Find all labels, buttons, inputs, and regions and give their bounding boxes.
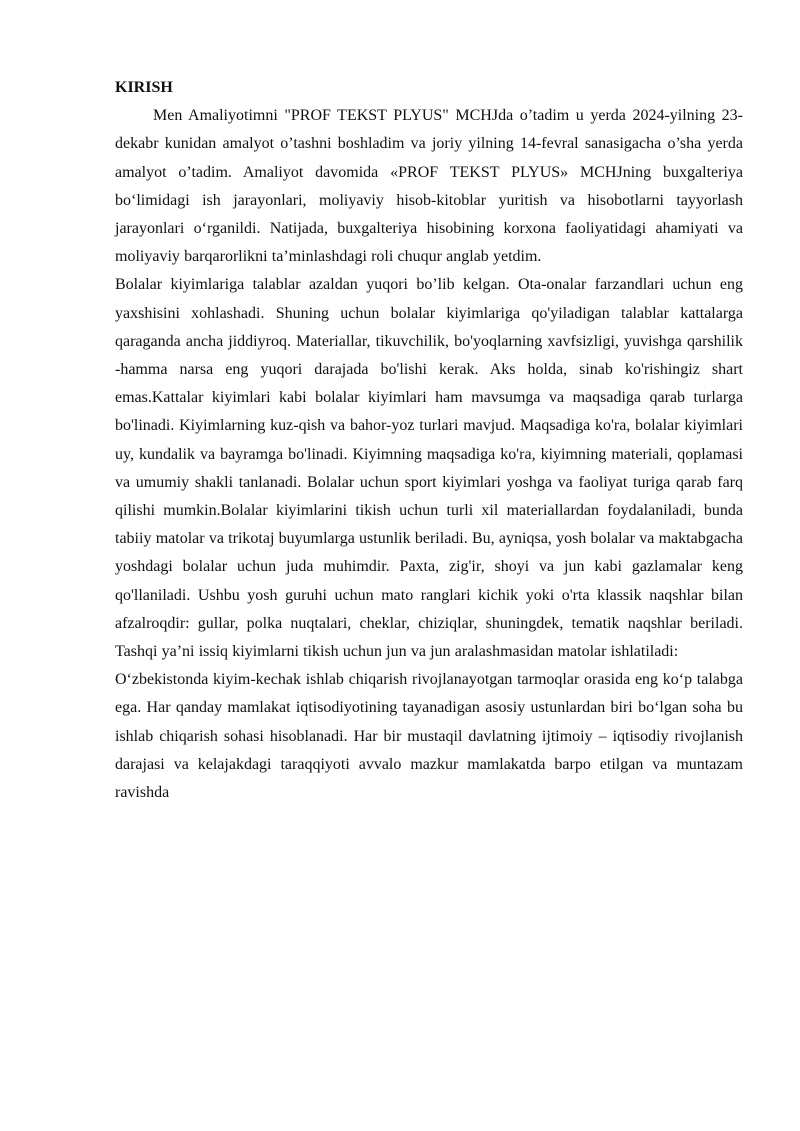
paragraph-internship: Men Amaliyotimni "PROF TEKST PLYUS" MCHJda o’tadim u yerda 2024-yilning 23-dekabr kunidan amalyot o’tashni boshladim va joriy yilning 14-fevral sanasigacha o’sha yerda amalyot o’tadim. Amaliyot davomida «PROF TEKST PLYUS» MCHJning buxgalteriya bo‘limidagi ish jarayonlari, moliyaviy hisob-kitoblar yuritish va hisobotlarni tayyorlash jarayonlari o‘rganildi. Natijada, buxgalteriya hisobining korxona faoliyatidagi ahamiyati va moliyaviy barqarorlikni ta’minlashdagi roli chuqur anglab yetdim.: [115, 107, 743, 266]
document-page: [115, 72, 743, 807]
paragraph-children-clothing: Bolalar kiyimlariga talablar azaldan yuqori bo’lib kelgan. Ota-onalar farzandlari uchun eng yaxshisini xohlashadi. Shuning uchun bolalar kiyimlariga qo'yiladigan talablar kattalarga qaraganda ancha jiddiyroq. Materiallar, tikuvchilik, bo'yoqlarning xavfsizligi, yuvishga qarshilik -hamma narsa eng yuqori darajada bo'lishi kerak. Aks holda, sinab ko'rishingiz shart emas.Kattalar kiyimlari kabi bolalar kiyimlari ham mavsumga va maqsadiga qarab turlarga bo'linadi. Kiyimlarning kuz-qish va bahor-yoz turlari mavjud. Maqsadiga ko'ra, bolalar kiyimlari uy, kundalik va bayramga bo'linadi. Kiyimning maqsadiga ko'ra, kiyimning materiali, qoplamasi va umumiy shakli tanlanadi. Bolalar uchun sport kiyimlari yoshga va faoliyat turiga qarab farq qilishi mumkin.Bolalar kiyimlarini tikish uchun turli xil materiallardan foydalaniladi, bunda tabiiy matolar va trikotaj buyumlarga ustunlik beriladi. Bu, ayniqsa, yosh bolalar va maktabgacha yoshdagi bolalar uchun juda muhimdir. Paxta, zig'ir, shoyi va jun kabi gazlamalar keng qo'llaniladi. Ushbu yosh guruhi uchun mato ranglari kichik yoki o'rta klassik naqshlar bilan afzalroqdir: gullar, polka nuqtalari, cheklar, chiziqlar, shuningdek, tematik naqshlar beriladi. Tashqi ya’ni issiq kiyimlarni tikish uchun jun va jun aralashmasidan matolar ishlatiladi:: [115, 276, 743, 661]
section-heading: KIRISH: [115, 79, 173, 96]
paragraph-uzbekistan-industry: O‘zbekistonda kiyim-kechak ishlab chiqarish rivojlanayotgan tarmoqlar orasida eng ko‘p talabga ega. Har qanday mamlakat iqtisodiyotining tayanadigan asosiy ustunlardan biri bo‘lgan soha bu ishlab chiqarish sohasi hisoblanadi. Har bir mustaqil davlatning ijtimoiy – iqtisodiy rivojlanish darajasi va kelajakdagi taraqqiyoti avvalo mazkur mamlakatda barpo etilgan va muntazam ravishda: [115, 671, 743, 802]
